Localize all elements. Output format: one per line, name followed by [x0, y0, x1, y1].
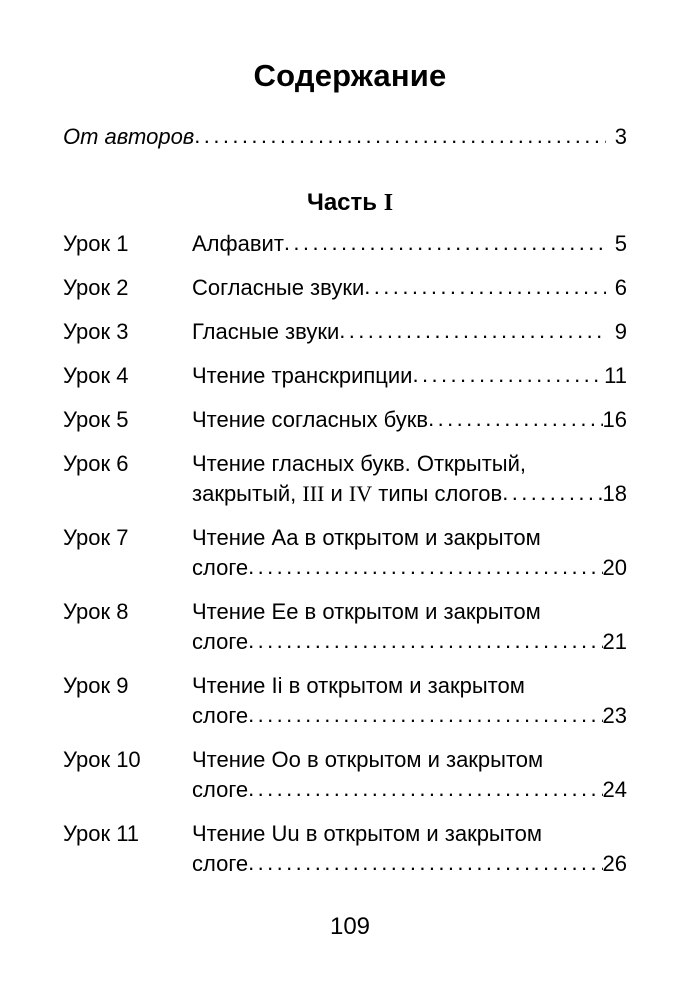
dot-leader	[284, 228, 606, 258]
page-number: 21	[602, 629, 627, 654]
leader-line	[192, 701, 627, 731]
entry-text-line1: Чтение Aa в открытом и закрытом	[192, 525, 541, 550]
leader-line	[192, 361, 627, 391]
lesson-title	[192, 273, 627, 303]
front-matter-label: От авторов	[63, 124, 195, 149]
entry-text-line1: Чтение Oo в открытом и закрытом	[192, 747, 544, 772]
lesson-title	[192, 449, 627, 509]
entry-text-line1: Чтение гласных букв. Открытый,	[192, 451, 527, 476]
roman-numeral: III	[302, 481, 325, 506]
front-matter-list	[63, 122, 627, 152]
entry-text: Чтение согласных букв	[192, 407, 429, 432]
entry-text: слоге	[192, 777, 249, 802]
lesson-label: Урок 5	[63, 407, 129, 432]
lesson-label: Урок 2	[63, 275, 129, 300]
table-of-contents-row[interactable]	[63, 405, 627, 435]
leader-line	[192, 405, 627, 435]
entry-text: слоге	[192, 555, 249, 580]
dot-leader	[428, 404, 602, 434]
page-number: 11	[604, 363, 627, 388]
page-number: 18	[602, 481, 627, 506]
table-of-contents-row[interactable]	[63, 361, 627, 391]
entry-text: слоге	[192, 629, 249, 654]
front-matter-entry	[63, 122, 627, 152]
lesson-label: Урок 4	[63, 363, 129, 388]
page-number: 16	[602, 407, 627, 432]
leader-line	[192, 627, 627, 657]
page-number: 5	[614, 231, 627, 256]
page-number: 6	[614, 275, 627, 300]
entry-text: Согласные звуки	[192, 275, 365, 300]
roman-numeral: IV	[348, 481, 373, 506]
table-of-contents-row[interactable]	[63, 273, 627, 303]
page-number: 9	[614, 319, 627, 344]
table-of-contents-row[interactable]	[63, 449, 627, 509]
page-number: 3	[614, 124, 627, 149]
page-number: 20	[602, 555, 627, 580]
lesson-title	[192, 671, 627, 731]
dot-leader	[248, 626, 602, 656]
dot-leader	[194, 121, 605, 151]
leader-line	[192, 229, 627, 259]
lesson-title	[192, 405, 627, 435]
lesson-title	[192, 523, 627, 583]
lesson-label: Урок 11	[63, 821, 140, 846]
lesson-label: Урок 6	[63, 451, 129, 476]
lesson-title	[192, 745, 627, 805]
lesson-title	[192, 361, 627, 391]
table-of-contents-row[interactable]	[63, 317, 627, 347]
folio-page-number: 109	[329, 913, 371, 940]
table-of-contents-row[interactable]	[63, 523, 627, 583]
page-number: 26	[602, 851, 627, 876]
table-of-contents-row[interactable]	[63, 819, 627, 879]
leader-line	[192, 479, 627, 509]
entry-text-line1: Чтение Ee в открытом и закрытом	[192, 599, 541, 624]
entry-text-line1: Чтение Ii в открытом и закрытом	[192, 673, 525, 698]
entry-text: Чтение транскрипции	[192, 363, 413, 388]
page-title: Содержание	[253, 58, 447, 93]
leader-line	[192, 553, 627, 583]
lesson-label: Урок 3	[63, 319, 129, 344]
leader-line	[192, 273, 627, 303]
page-number: 24	[602, 777, 627, 802]
table-of-contents-row[interactable]	[63, 671, 627, 731]
part-heading-numeral: I	[383, 190, 394, 216]
lesson-label: Урок 8	[63, 599, 129, 624]
lesson-label: Урок 10	[63, 747, 141, 772]
lesson-label: Урок 1	[63, 231, 129, 256]
dot-leader	[339, 316, 605, 346]
lesson-title	[192, 229, 627, 259]
leader-line	[192, 849, 627, 879]
lesson-entry-list	[63, 229, 627, 879]
dot-leader	[248, 774, 602, 804]
dot-leader	[412, 360, 604, 390]
dot-leader	[248, 848, 602, 878]
leader-line	[192, 317, 627, 347]
table-of-contents-row[interactable]	[63, 745, 627, 805]
table-of-contents-row[interactable]	[63, 229, 627, 259]
table-of-contents-row[interactable]	[63, 597, 627, 657]
entry-text: слоге	[192, 703, 249, 728]
entry-text: Гласные звуки	[192, 319, 340, 344]
lesson-label: Урок 9	[63, 673, 129, 698]
lesson-title	[192, 317, 627, 347]
dot-leader	[248, 700, 602, 730]
lesson-title	[192, 819, 627, 879]
part-heading-text: Часть	[306, 189, 378, 216]
entry-text: закрытый, III и IV типы слогов	[192, 481, 503, 506]
dot-leader	[248, 552, 602, 582]
entry-text: Алфавит	[192, 231, 284, 256]
lesson-label: Урок 7	[63, 525, 129, 550]
entry-text: слоге	[192, 851, 249, 876]
dot-leader	[502, 478, 602, 508]
entry-text-line1: Чтение Uu в открытом и закрытом	[192, 821, 542, 846]
part-heading	[0, 188, 700, 218]
dot-leader	[364, 272, 605, 302]
lesson-title	[192, 597, 627, 657]
page-number: 23	[602, 703, 627, 728]
leader-line	[192, 775, 627, 805]
